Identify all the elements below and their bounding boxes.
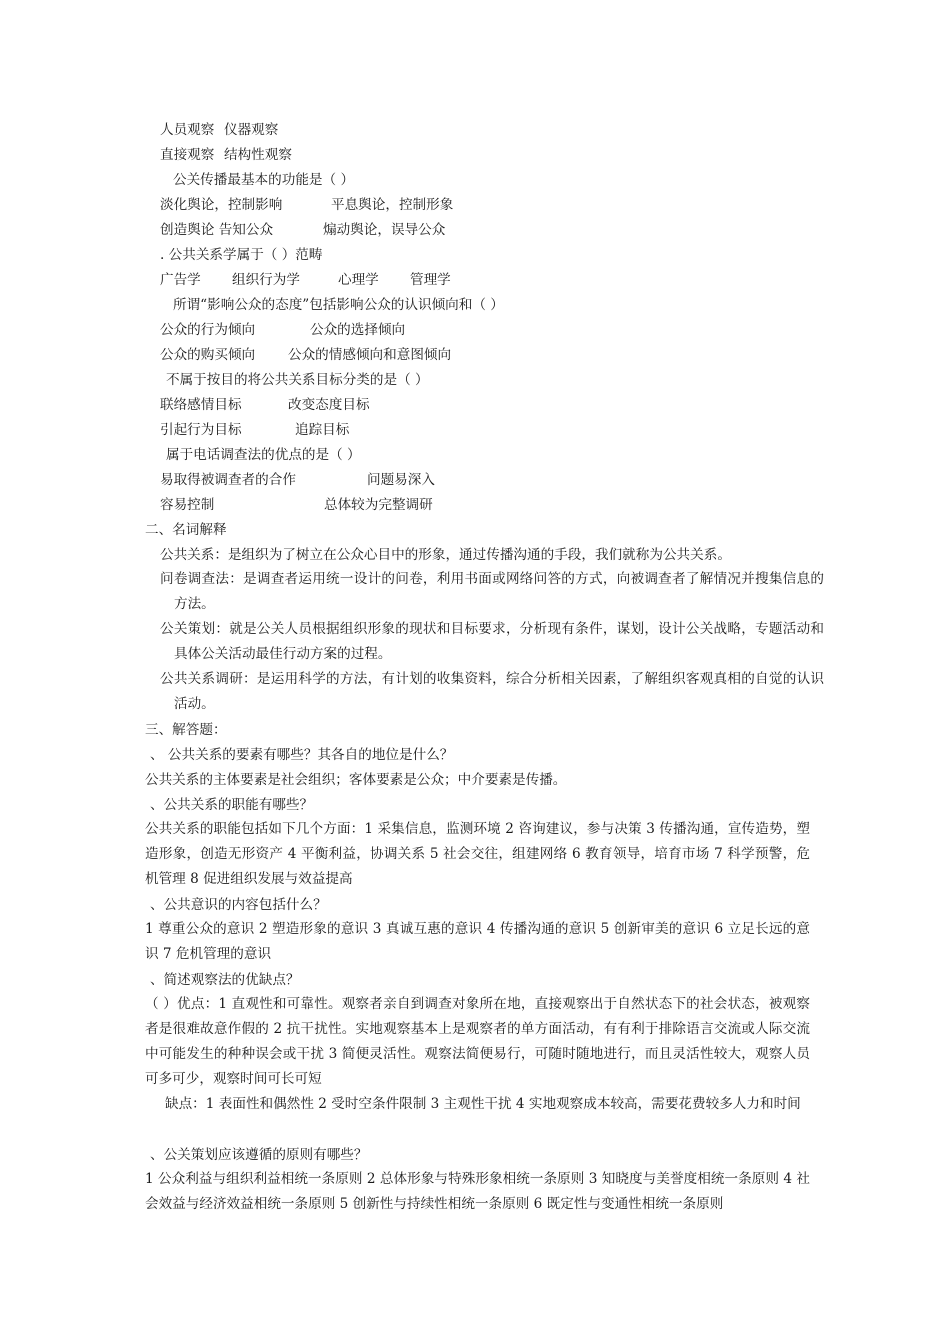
option-e: 直接观察 [160,147,215,163]
option-d: 管理学 [410,272,451,288]
section-heading: 二、名词解释 [145,522,227,538]
question-stem: . 公共关系学属于（ ）范畴 [160,247,323,263]
answer: 公共关系的职能包括如下几个方面：1 采集信息，监测环境 2 咨询建议，参与决策 3 传播沟通，宣传造势，塑造形象，创造无形资产 4 平衡利益，协调关系 5 社会交往，组建网络 6 教育领导，培育市场 7 科学预警，危机管理 8 促进组织发展与效益提高 [145,821,810,887]
answer: 公共关系的主体要素是社会组织；客体要素是公众；中介要素是传播。 [145,772,567,788]
term-definition: 问卷调查法：是调查者运用统一设计的问卷，利用书面或网络问答的方式，向被调查者了解情况并搜集信息的方法。 [160,571,824,612]
answer: （ ）优点：1 直观性和可靠性。观察者亲自到调查对象所在地，直接观察出于自然状态下的社会状态，被观察者是很难故意作假的 2 抗干扰性。实地观察基本上是观察者的单方面活动，有有利于排除语言交流或人际交流中可能发生的种种误会或干扰 3 简便灵活性。观察法简便易行，可随时随地进行，而且灵活性较大，观察人员可多可少，观察时间可长可短 [145,996,810,1087]
option-c: 引起行为目标 [160,422,242,438]
question: 、公共关系的职能有哪些？ [150,797,314,813]
option-c: 创造舆论 告知公众 [160,222,274,238]
question-stem: 所谓“影响公众的态度”包括影响公众的认识倾向和（ ） [173,297,504,313]
question-stem: 不属于按目的将公共关系目标分类的是（ ） [166,372,429,388]
question: 、公共意识的内容包括什么？ [150,897,327,913]
option-f: 结构性观察 [224,147,292,163]
option-a: 广告学 [160,272,201,288]
answer: 1 公众利益与组织利益相统一条原则 2 总体形象与特殊形象相统一条原则 3 知晓度与美誉度相统一条原则 4 社会效益与经济效益相统一条原则 5 创新性与持续性相统一条原则 6 既定性与变通性相统一条原则 [145,1171,810,1212]
question-stem: 属于电话调查法的优点的是（ ） [166,447,361,463]
answer: 缺点：1 表面性和偶然性 2 受时空条件限制 3 主观性干扰 4 实地观察成本较高，需要花费较多人力和时间 [165,1096,801,1112]
option-c: 人员观察 [160,122,215,138]
answer: 1 尊重公众的意识 2 塑造形象的意识 3 真诚互惠的意识 4 传播沟通的意识 5 创新审美的意识 6 立足长远的意识 7 危机管理的意识 [145,921,810,962]
term-definition: 公关策划：就是公关人员根据组织形象的现状和目标要求，分析现有条件，谋划，设计公关战略，专题活动和具体公关活动最佳行动方案的过程。 [160,621,824,662]
option-c: 心理学 [338,272,379,288]
option-b: 问题易深入 [367,472,435,488]
question-stem: 公关传播最基本的功能是（ ） [173,172,355,188]
option-a: 联络感情目标 [160,397,242,413]
section-heading: 三、解答题： [145,722,227,738]
question: 、 公共关系的要素有哪些？其各自的地位是什么？ [150,747,454,763]
option-d: 煽动舆论，误导公众 [323,222,446,238]
option-b: 改变态度目标 [288,397,370,413]
option-a: 淡化舆论，控制影响 [160,197,283,213]
option-d: 总体较为完整调研 [324,497,433,513]
option-c: 容易控制 [160,497,215,513]
option-d: 仪器观察 [224,122,279,138]
option-a: 易取得被调查者的合作 [160,472,296,488]
term-definition: 公共关系：是组织为了树立在公众心目中的形象，通过传播沟通的手段，我们就称为公共关系。 [160,547,731,563]
option-d: 追踪目标 [295,422,350,438]
term-definition: 公共关系调研：是运用科学的方法，有计划的收集资料，综合分析相关因素，了解组织客观真相的自觉的认识活动。 [160,671,824,712]
option-d: 公众的情感倾向和意图倾向 [288,347,452,363]
option-b: 平息舆论，控制形象 [331,197,454,213]
option-a: 公众的行为倾向 [160,322,256,338]
option-b: 组织行为学 [232,272,300,288]
question: 、简述观察法的优缺点？ [150,972,300,988]
option-b: 公众的选择倾向 [310,322,406,338]
option-c: 公众的购买倾向 [160,347,256,363]
question: 、公关策划应该遵循的原则有哪些？ [150,1147,368,1163]
